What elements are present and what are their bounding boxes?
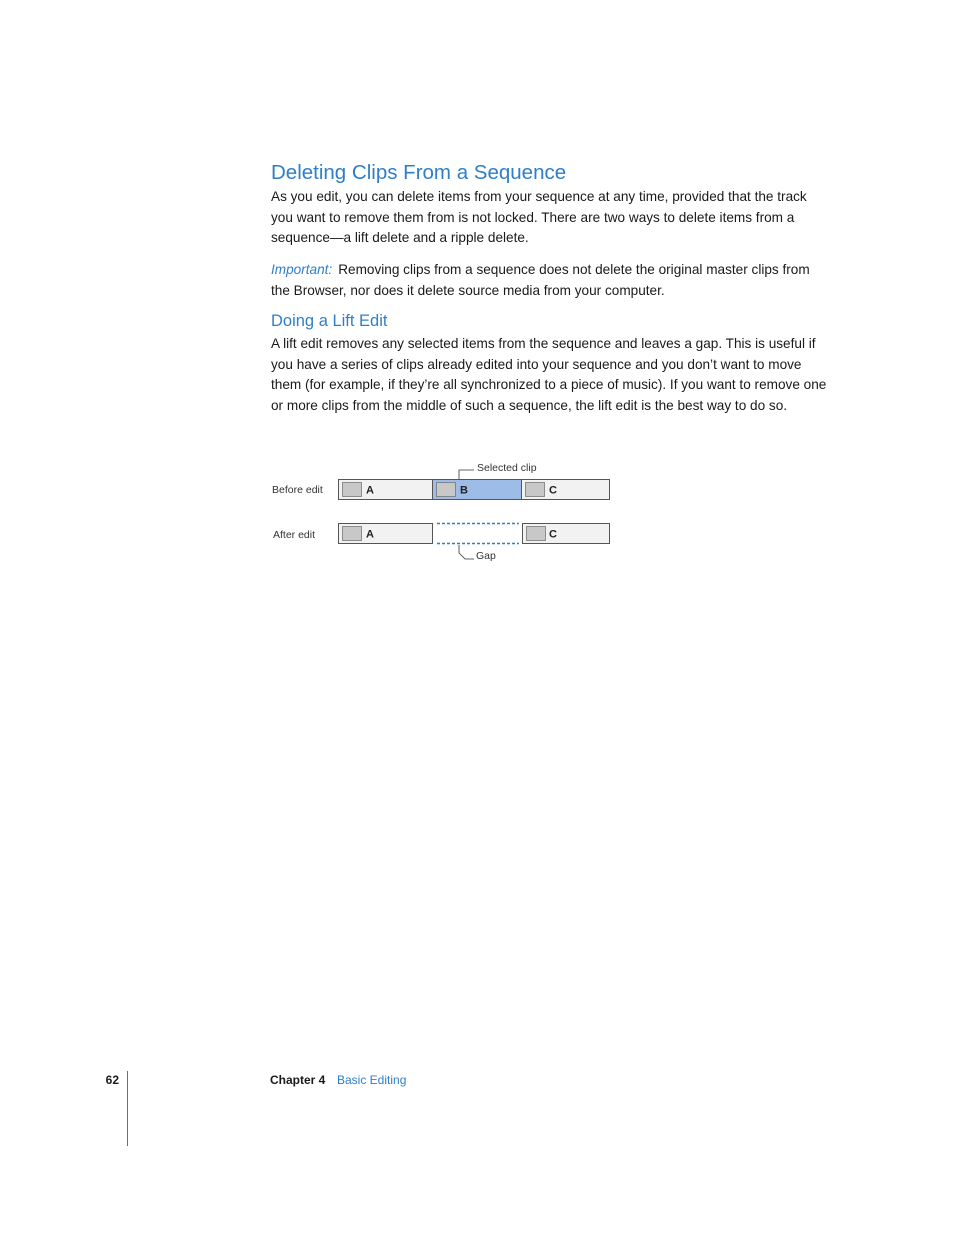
important-note [271, 260, 827, 301]
after-clip-c-label: C [549, 528, 557, 541]
before-edit-label: Before edit [272, 484, 323, 496]
page-title: Deleting Clips From a Sequence [271, 161, 567, 184]
lift-edit-diagram [262, 455, 622, 570]
before-clip-c-label: C [549, 484, 557, 497]
before-clip-c-thumb [526, 483, 545, 497]
chapter-label: Chapter 4 [270, 1073, 326, 1087]
important-text: Removing clips from a sequence does not delete the original master clips from the Browser, nor does it delete source media from your computer. [271, 262, 810, 298]
after-clip-c-thumb [527, 527, 546, 541]
before-clip-b-label: B [460, 484, 468, 497]
after-clip-a-label: A [366, 528, 374, 541]
lift-edit-paragraph: A lift edit removes any selected items from the sequence and leaves a gap. This is useful if you have a series of clips already edited into your sequence and you don’t want to move them (for example, if they’re all synchronized to a piece of music). If you want to remove one or more clips from the middle of such a sequence, the lift edit is the best way to do so. [271, 336, 827, 413]
chapter-title: Basic Editing [337, 1073, 407, 1087]
lift-edit-diagram-svg [262, 455, 622, 570]
before-clip-b-thumb [437, 483, 456, 497]
page-number: 62 [105, 1073, 119, 1087]
section-heading: Doing a Lift Edit [271, 312, 388, 330]
before-clip-a-thumb [343, 483, 362, 497]
after-edit-label: After edit [273, 529, 316, 541]
selected-callout-line [459, 470, 474, 480]
gap-callout-line [459, 545, 474, 559]
selected-callout-label: Selected clip [477, 462, 537, 474]
gap-callout-label: Gap [476, 550, 496, 562]
before-clip-a-label: A [366, 484, 374, 497]
intro-paragraph: As you edit, you can delete items from your sequence at any time, provided that the track you want to remove them from is not locked. There are two ways to delete items from a sequence—a lift delete and a ripple delete. [271, 189, 807, 245]
after-clip-a-thumb [343, 527, 362, 541]
footer-divider [127, 1071, 128, 1146]
important-label: Important: [271, 262, 333, 277]
